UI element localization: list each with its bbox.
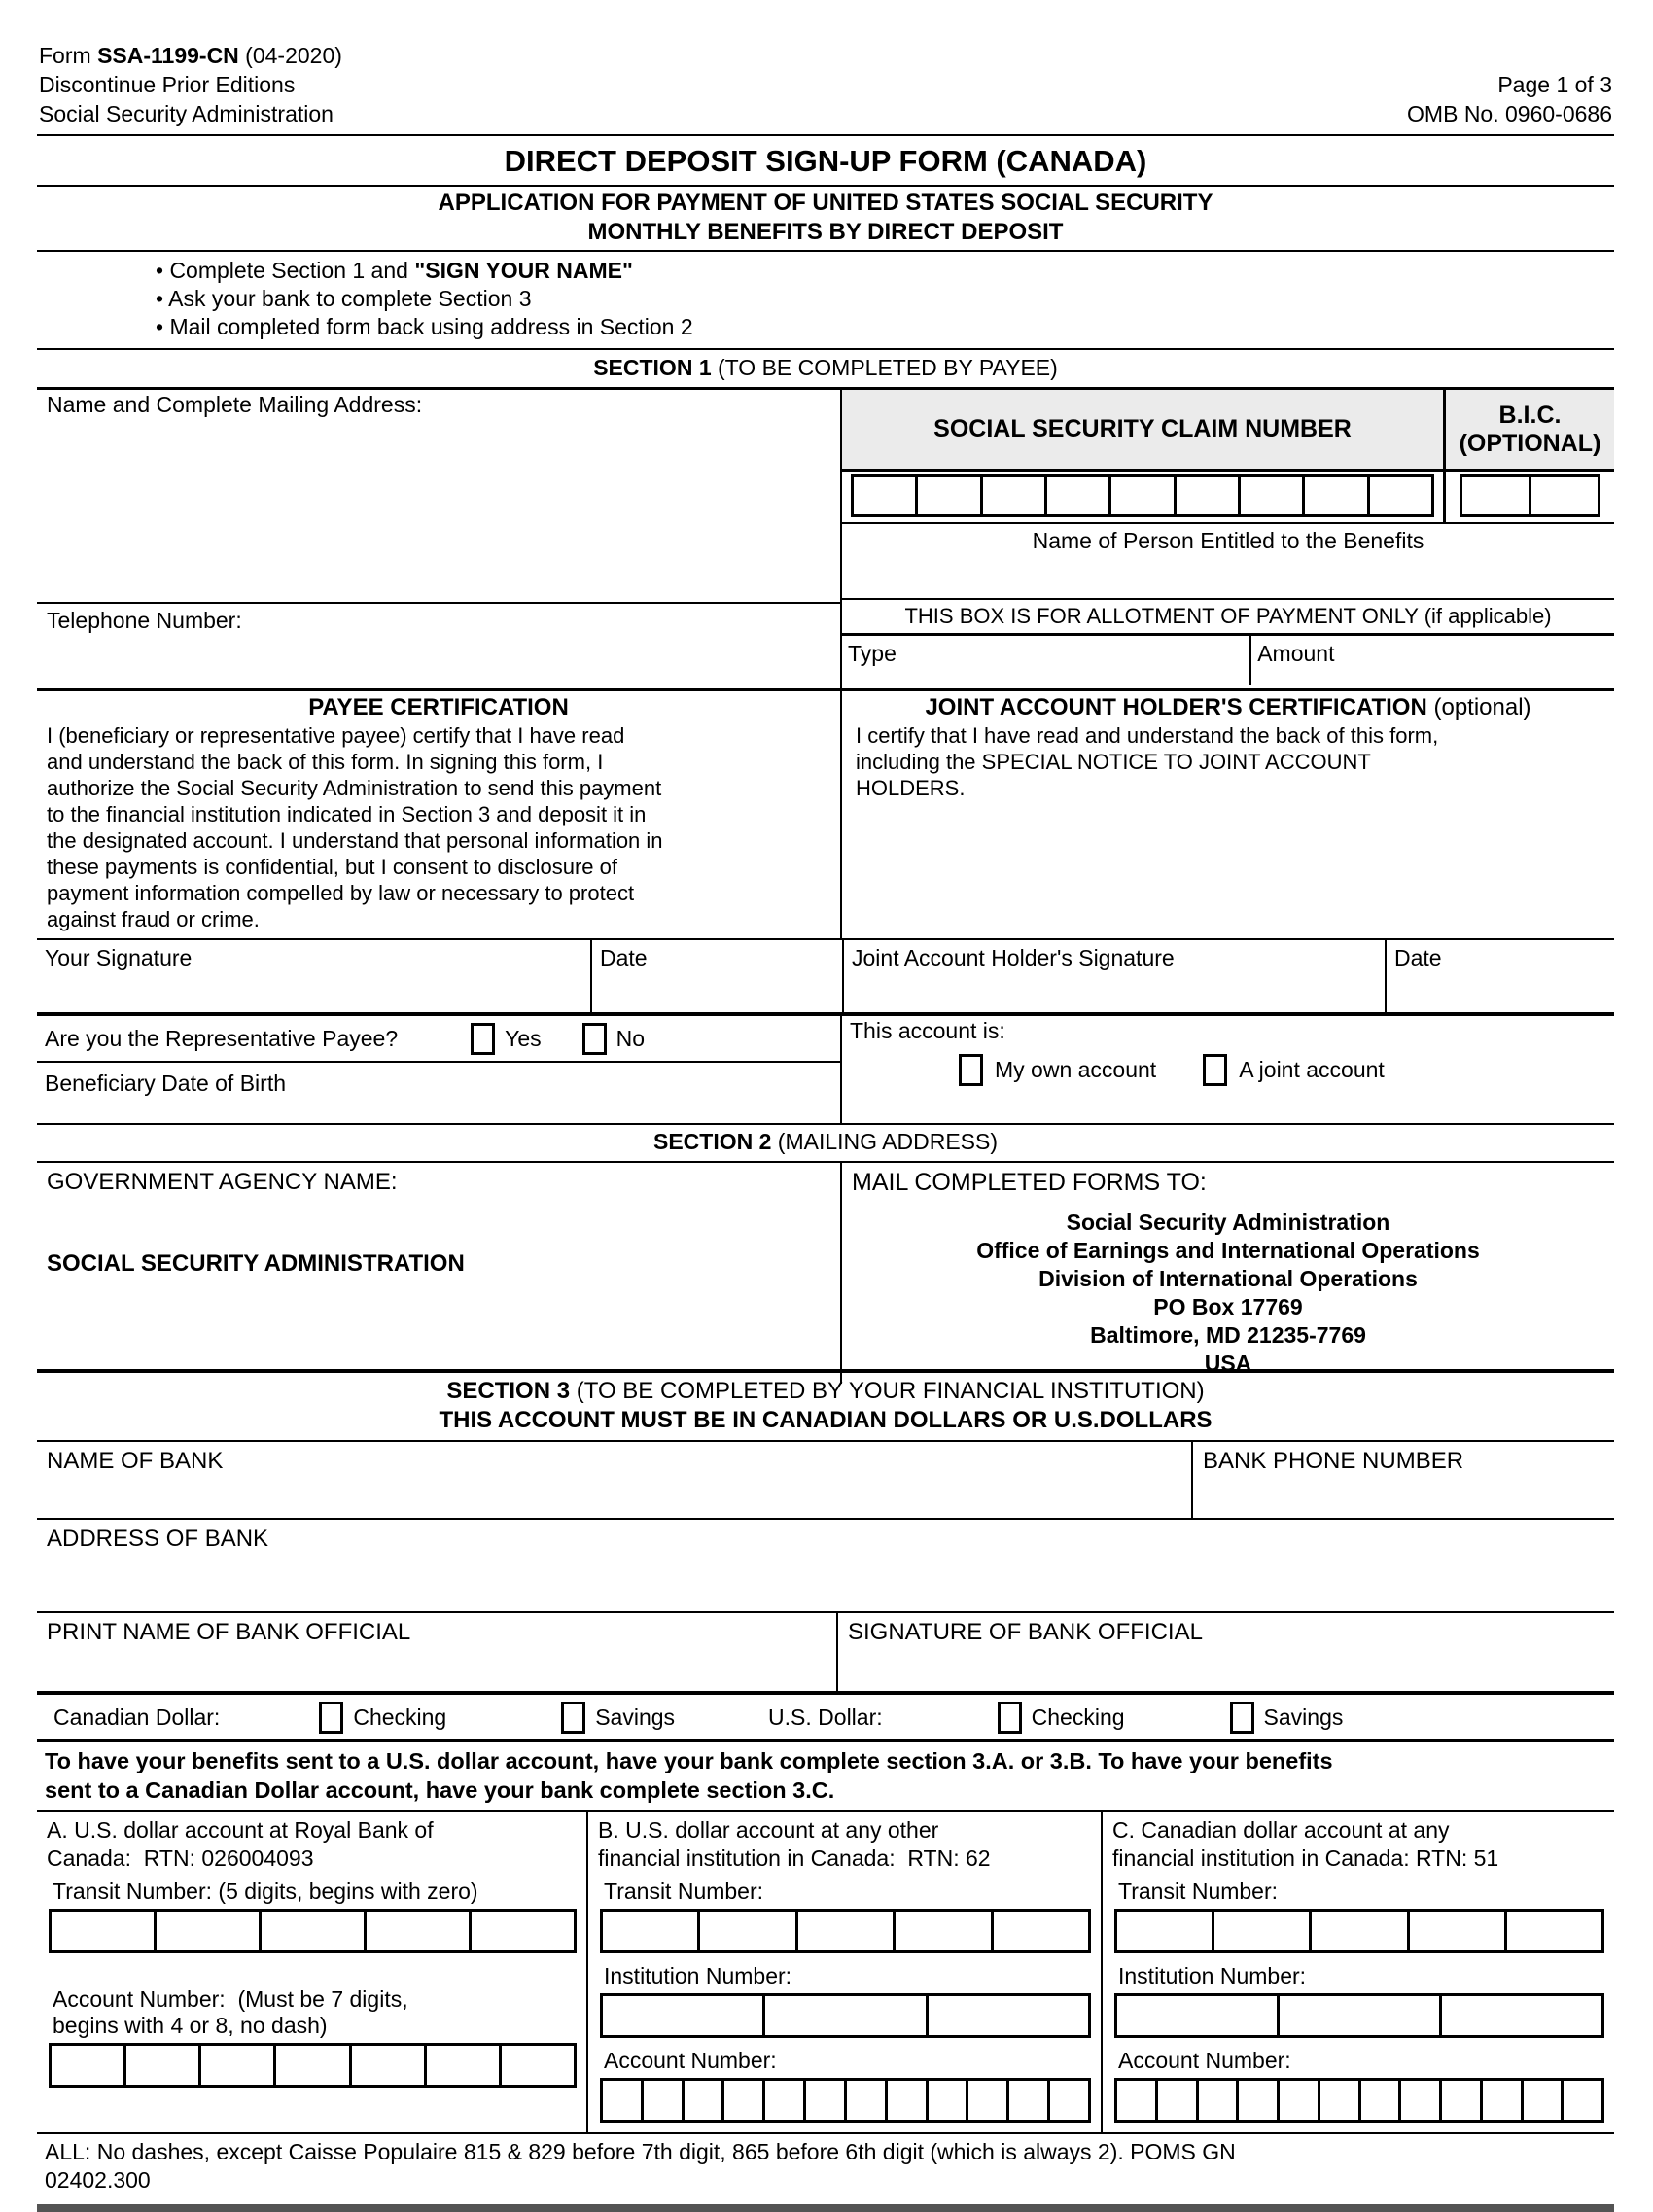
digit-box[interactable] [1108,474,1176,517]
dob-cell[interactable] [37,1063,840,1123]
no-label: No [615,1025,646,1051]
benefits-note-line: sent to a Canadian Dollar account, have your bank complete section 3.C. [45,1777,835,1803]
joint-certification-title: JOINT ACCOUNT HOLDER'S CERTIFICATION (optional) [925,694,1531,720]
digit-box[interactable] [1529,474,1600,517]
account-options [37,1812,1614,2134]
mail-address-line: PO Box 17769 [1153,1294,1303,1319]
benefits-note [37,1742,1614,1812]
bank-address-label: ADDRESS OF BANK [47,1526,269,1552]
account-is-label: This account is: [850,1018,1005,1043]
currency-row [37,1695,1614,1742]
option-b-title [598,1816,1093,1873]
page-number: Page 1 of 3 [1497,72,1612,97]
option-b-line1: B. U.S. dollar account at any other [598,1817,939,1843]
bic-line-1: B.I.C. [1498,401,1562,429]
section3-heading-line2: THIS ACCOUNT MUST BE IN CANADIAN DOLLARS OR U.S.DOLLARS [439,1407,1213,1433]
digit-box[interactable] [1460,474,1531,517]
amount-label: Amount [1257,641,1335,666]
mail-address [852,1209,1604,1378]
allotment-title: THIS BOX IS FOR ALLOTMENT OF PAYMENT ONLY (if applicable) [842,598,1614,636]
b-institution-boxes[interactable] [600,1993,1091,2038]
bic-header [1443,390,1614,469]
form-header [37,37,1614,134]
form-id-block [39,41,342,128]
joint-date-label: Date [1394,945,1442,970]
c-institution-label: Institution Number: [1118,1963,1307,1988]
bank-name-cell[interactable] [37,1442,1191,1518]
digit-box[interactable] [273,2043,351,2088]
footer-note-line: ALL: No dashes, except Caisse Populaire 815 & 829 before 7th digit, 865 before 6th digit (which is always 2). POMS GN [45,2139,1236,2164]
footer-note [37,2134,1614,2198]
digit-box[interactable] [1480,2078,1524,2123]
digit-box[interactable] [721,2078,765,2123]
digit-box[interactable] [1407,1909,1507,1953]
name-address-label: Name and Complete Mailing Address: [47,392,423,417]
benefits-note-line: To have your benefits sent to a U.S. dollar account, have your bank complete section 3.A. or 3.B. To have your benefits [45,1748,1333,1773]
subtitle-line-1: APPLICATION FOR PAYMENT OF UNITED STATES SOCIAL SECURITY [438,190,1213,216]
telephone-cell[interactable] [37,602,840,688]
option-c-column [1101,1812,1614,2132]
usd-checking-label: Checking [1031,1703,1125,1730]
option-b-column [586,1812,1101,2132]
usd-savings-label: Savings [1263,1703,1344,1730]
your-date-cell[interactable] [590,940,842,1012]
option-c-line2: financial institution in Canada: RTN: 51 [1112,1845,1499,1871]
instruction-1: • Complete Section 1 and "SIGN YOUR NAME" [156,258,633,283]
dob-label: Beneficiary Date of Birth [45,1071,287,1096]
payee-cert-text: these payments is confidential, but I consent to disclosure of [47,855,617,879]
joint-cert-text: I certify that I have read and understand the back of this form, [856,723,1439,748]
section1-right-column [842,390,1614,688]
section3-heading-line1: SECTION 3 (TO BE COMPLETED BY YOUR FINANCIAL INSTITUTION) [446,1378,1205,1404]
your-date-label: Date [600,945,648,970]
payee-cert-text: payment information compelled by law or necessary to protect [47,881,635,905]
payee-cert-text: authorize the Social Security Administration to send this payment [47,776,662,800]
rep-payee-question-row [37,1016,840,1063]
digit-box[interactable] [1277,1993,1442,2038]
digit-box[interactable] [1302,474,1369,517]
digit-box[interactable] [980,474,1047,517]
digit-box[interactable] [1044,474,1111,517]
footer-note-line: 02402.300 [45,2167,151,2193]
digit-box[interactable] [364,1909,472,1953]
payee-cert-text: against fraud or crime. [47,907,260,931]
digit-box[interactable] [154,1909,262,1953]
digit-box[interactable] [424,2043,502,2088]
joint-cert-text: including the SPECIAL NOTICE TO JOINT ACCOUNT [856,750,1371,774]
digit-box[interactable] [600,2078,644,2123]
digit-box[interactable] [1114,1909,1214,1953]
payee-cert-text: I (beneficiary or representative payee) certify that I have read [47,723,625,748]
form-title: DIRECT DEPOSIT SIGN-UP FORM (CANADA) [37,134,1614,187]
digit-box[interactable] [1439,2078,1483,2123]
option-c-line1: C. Canadian dollar account at any [1112,1817,1450,1843]
bank-official-row [37,1613,1614,1695]
digit-box[interactable] [803,2078,847,2123]
official-signature-label: SIGNATURE OF BANK OFFICIAL [848,1619,1203,1645]
section2 [37,1163,1614,1376]
digit-box[interactable] [1309,1909,1409,1953]
c-institution-boxes[interactable] [1114,1993,1604,2038]
section1-left-column [37,390,842,688]
b-account-label: Account Number: [604,2048,777,2073]
digit-box[interactable] [49,1909,157,1953]
usd-label: U.S. Dollar: [768,1703,883,1730]
agency-cell [37,1163,842,1384]
digit-box[interactable] [1398,2078,1442,2123]
instructions [37,252,1614,350]
payee-cert-text: to the financial institution indicated in Section 3 and deposit it in [47,802,647,826]
joint-certification [842,691,1614,938]
b-account-boxes[interactable] [600,2078,1091,2123]
cad-checking-label: Checking [353,1703,447,1730]
bank-phone-cell[interactable] [1191,1442,1614,1518]
digit-box[interactable] [198,2043,276,2088]
digit-box[interactable] [1358,2078,1402,2123]
account-type-options [850,1054,1606,1086]
a-account-label-line2: begins with 4 or 8, no dash) [53,2013,328,2038]
payee-questions [37,1016,1614,1125]
a-transit-boxes[interactable] [49,1909,577,1953]
subtitle-line-2: MONTHLY BENEFITS BY DIRECT DEPOSIT [587,219,1064,245]
page-omb-block [1407,70,1612,128]
mail-address-line: Division of International Operations [1038,1266,1418,1291]
telephone-label: Telephone Number: [47,608,242,633]
digit-box[interactable] [600,1993,765,2038]
option-a-title [47,1816,579,1873]
digit-box[interactable] [1236,2078,1280,2123]
joint-signature-label: Joint Account Holder's Signature [852,945,1175,970]
digit-box[interactable] [1521,2078,1565,2123]
c-account-boxes[interactable] [1114,2078,1604,2123]
mail-address-line: Office of Earnings and International Operations [976,1238,1480,1263]
b-transit-label: Transit Number: [604,1878,764,1904]
option-a-column [37,1812,586,2132]
digit-box[interactable] [885,2078,929,2123]
agency-label: GOVERNMENT AGENCY NAME: [47,1169,398,1195]
claim-number-header-row [842,390,1614,472]
yes-checkbox[interactable] [471,1023,495,1055]
digit-box[interactable] [851,474,918,517]
page-bottom-edge [37,2204,1614,2212]
allotment-amount-cell[interactable] [1249,636,1614,685]
official-name-label: PRINT NAME OF BANK OFFICIAL [47,1619,411,1645]
digit-box[interactable] [1277,2078,1320,2123]
digit-box[interactable] [1439,1993,1604,2038]
digit-box[interactable] [926,2078,969,2123]
payee-cert-text: the designated account. I understand that personal information in [47,828,663,853]
a-joint-account-label: A joint account [1239,1057,1385,1082]
digit-box[interactable] [1318,2078,1361,2123]
person-entitled-label: Name of Person Entitled to the Benefits [1032,528,1424,553]
option-a-line2: Canada: RTN: 026004093 [47,1845,314,1871]
b-institution-label: Institution Number: [604,1963,792,1988]
bic-line-2: (OPTIONAL) [1459,429,1601,457]
b-transit-boxes[interactable] [600,1909,1091,1953]
bank-address-cell[interactable] [37,1520,1614,1613]
digit-box[interactable] [893,1909,993,1953]
payee-certification-title: PAYEE CERTIFICATION [308,694,569,720]
digit-box[interactable] [123,2043,201,2088]
digit-box[interactable] [1504,1909,1604,1953]
your-signature-label: Your Signature [45,945,193,970]
a-account-boxes[interactable] [49,2043,577,2088]
bic-boxes[interactable] [1443,472,1614,522]
a-joint-account-checkbox[interactable] [1203,1054,1227,1086]
digit-box[interactable] [1114,2078,1158,2123]
digit-box[interactable] [49,2043,126,2088]
option-b-line2: financial institution in Canada: RTN: 62 [598,1845,991,1871]
section1 [37,387,1614,688]
digit-box[interactable] [1114,1993,1280,2038]
usd-savings-checkbox[interactable] [1230,1702,1254,1734]
claim-number-header: SOCIAL SECURITY CLAIM NUMBER [842,390,1443,469]
discontinue-line: Discontinue Prior Editions [39,72,296,97]
mail-address-line: Baltimore, MD 21235-7769 [1090,1322,1366,1348]
cad-savings-checkbox[interactable] [561,1702,585,1734]
digit-box[interactable] [991,1909,1091,1953]
digit-box[interactable] [1174,474,1241,517]
yes-label: Yes [505,1025,542,1051]
mail-to-label: MAIL COMPLETED FORMS TO: [852,1169,1207,1196]
a-account-label [47,1986,579,2039]
digit-box[interactable] [1196,2078,1240,2123]
form-subtitle [37,187,1614,252]
agency-name: SOCIAL SECURITY ADMINISTRATION [47,1250,465,1277]
digit-box[interactable] [762,2078,806,2123]
rep-payee-question: Are you the Representative Payee? [45,1025,399,1051]
digit-box[interactable] [682,2078,725,2123]
signature-row [37,938,1614,1016]
joint-signature-cell[interactable] [842,940,1385,1012]
mail-to-cell [842,1163,1614,1384]
digit-box[interactable] [641,2078,685,2123]
allotment-type-cell[interactable] [842,636,1249,685]
joint-cert-text: HOLDERS. [856,776,966,800]
claim-number-boxes-row [842,472,1614,522]
payee-questions-left [37,1016,842,1123]
digit-box[interactable] [349,2043,427,2088]
digit-box[interactable] [1155,2078,1199,2123]
form-number-line: Form SSA-1199-CN (04-2020) [39,43,342,68]
digit-box[interactable] [697,1909,797,1953]
digit-box[interactable] [1006,2078,1050,2123]
digit-box[interactable] [926,1993,1091,2038]
section1-heading: SECTION 1 (TO BE COMPLETED BY PAYEE) [593,355,1058,380]
mail-address-line: USA [1204,1351,1252,1376]
cad-checking-checkbox[interactable] [319,1702,343,1734]
type-label: Type [848,641,897,666]
bank-name-label: NAME OF BANK [47,1448,224,1474]
person-entitled-cell[interactable] [842,522,1614,598]
agency-line: Social Security Administration [39,101,334,126]
digit-box[interactable] [795,1909,896,1953]
instruction-2: • Ask your bank to complete Section 3 [156,286,532,311]
my-own-account-label: My own account [995,1057,1157,1082]
digit-box[interactable] [844,2078,888,2123]
digit-box[interactable] [259,1909,367,1953]
digit-box[interactable] [1047,2078,1091,2123]
allotment-row [842,636,1614,685]
a-transit-label: Transit Number: (5 digits, begins with zero) [53,1878,478,1904]
payee-cert-text: and understand the back of this form. In signing this form, I [47,750,604,774]
no-checkbox[interactable] [582,1023,607,1055]
digit-box[interactable] [499,2043,577,2088]
c-transit-label: Transit Number: [1118,1878,1279,1904]
omb-number: OMB No. 0960-0686 [1407,101,1612,126]
ssa-1199-cn-form [37,37,1614,2212]
official-name-cell[interactable] [37,1613,836,1691]
my-own-account-checkbox[interactable] [959,1054,983,1086]
c-account-label: Account Number: [1118,2048,1291,2073]
name-address-cell[interactable] [37,390,840,602]
digit-box[interactable] [915,474,982,517]
cad-savings-label: Savings [595,1703,676,1730]
claim-number-boxes[interactable] [842,472,1443,522]
mail-address-line: Social Security Administration [1066,1210,1390,1235]
bank-phone-label: BANK PHONE NUMBER [1203,1448,1464,1474]
digit-box[interactable] [1367,474,1434,517]
official-signature-cell[interactable] [836,1613,1614,1691]
c-transit-boxes[interactable] [1114,1909,1604,1953]
payee-certification [37,691,842,938]
digit-box[interactable] [762,1993,928,2038]
usd-checking-checkbox[interactable] [998,1702,1022,1734]
digit-box[interactable] [966,2078,1009,2123]
section2-heading: SECTION 2 (MAILING ADDRESS) [37,1125,1614,1163]
cad-label: Canadian Dollar: [53,1703,221,1730]
bank-name-row [37,1442,1614,1520]
digit-box[interactable] [1212,1909,1312,1953]
digit-box[interactable] [469,1909,577,1953]
account-is-cell [842,1016,1614,1123]
instruction-3: • Mail completed form back using address in Section 2 [156,314,693,339]
your-signature-cell[interactable] [37,940,590,1012]
digit-box[interactable] [1561,2078,1604,2123]
digit-box[interactable] [1238,474,1305,517]
option-a-line1: A. U.S. dollar account at Royal Bank of [47,1817,434,1843]
digit-box[interactable] [600,1909,700,1953]
a-account-label-line1: Account Number: (Must be 7 digits, [53,1986,408,2012]
certifications [37,688,1614,938]
joint-date-cell[interactable] [1385,940,1614,1012]
option-c-title [1112,1816,1606,1873]
